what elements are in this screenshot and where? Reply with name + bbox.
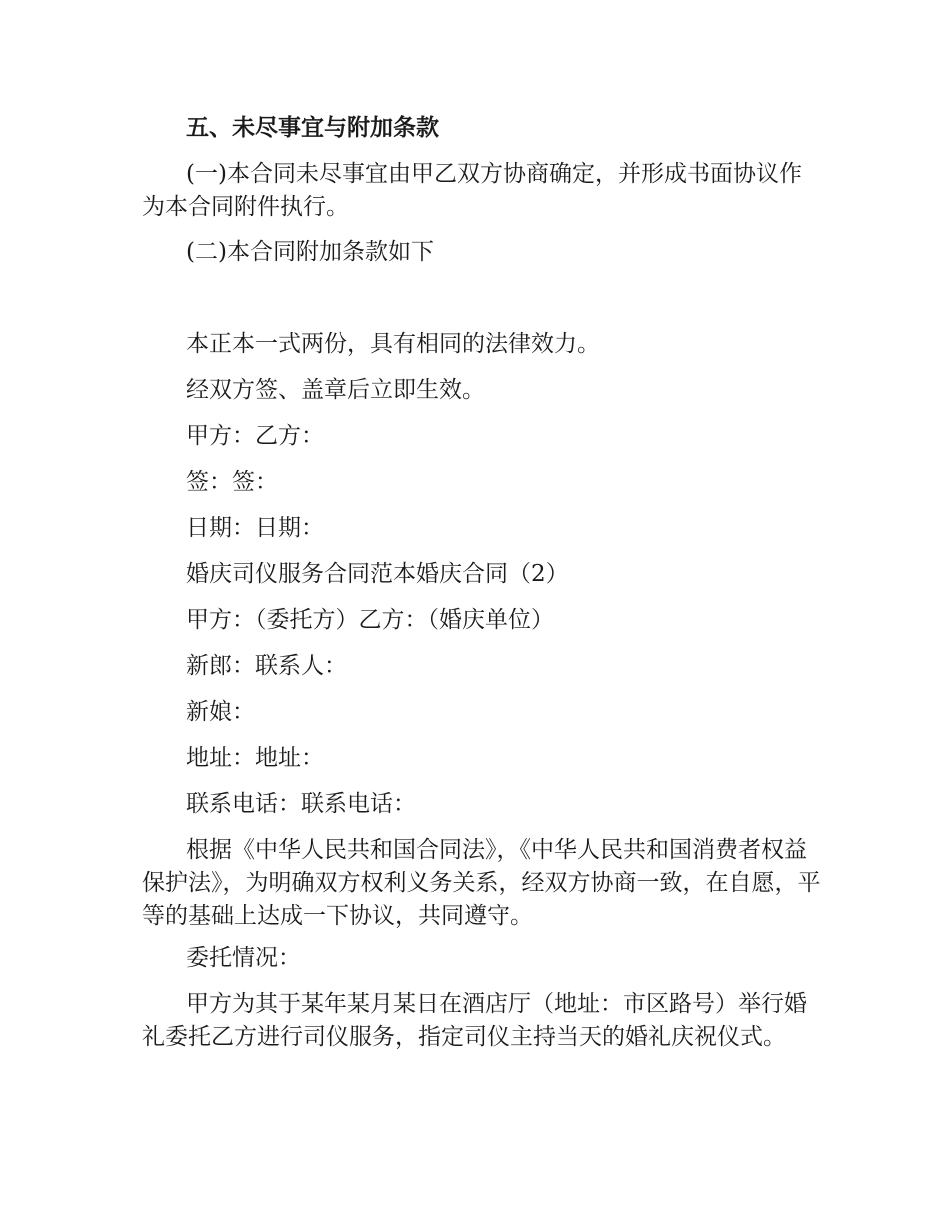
- paragraph-commission-details: 甲方为其于某年某月某日在酒店厅（地址：市区路号）举行婚礼委托乙方进行司仪服务，指定司仪主持当天的婚礼庆祝仪式。: [142, 991, 807, 1050]
- paragraph-additional-terms: (二)本合同附加条款如下: [186, 239, 434, 265]
- party-labels: 甲方：乙方：: [186, 423, 324, 449]
- address-labels: 地址：地址：: [186, 745, 324, 771]
- contract-title-2: 婚庆司仪服务合同范本婚庆合同（2）: [186, 561, 569, 587]
- date-labels: 日期：日期：: [186, 515, 324, 541]
- groom-contact-labels: 新郎：联系人：: [186, 653, 347, 679]
- paragraph-effective: 经双方签、盖章后立即生效。: [186, 377, 485, 403]
- party-roles: 甲方：（委托方）乙方：（婚庆单位）: [186, 607, 554, 633]
- section-heading: 五、未尽事宜与附加条款: [186, 115, 439, 141]
- paragraph-supplementary-matters: (一)本合同未尽事宜由甲乙双方协商确定，并形成书面协议作为本合同附件执行。: [142, 161, 802, 220]
- paragraph-legal-basis: 根据《中华人民共和国合同法》，《中华人民共和国消费者权益保护法》，为明确双方权利义务关系，经双方协商一致，在自愿，平等的基础上达成一下协议，共同遵守。: [142, 837, 821, 929]
- paragraph-copies: 本正本一式两份，具有相同的法律效力。: [186, 331, 600, 357]
- phone-labels: 联系电话：联系电话：: [186, 791, 416, 817]
- commission-heading: 委托情况：: [186, 945, 301, 971]
- bride-label: 新娘：: [186, 699, 255, 725]
- signature-labels: 签：签：: [186, 469, 278, 495]
